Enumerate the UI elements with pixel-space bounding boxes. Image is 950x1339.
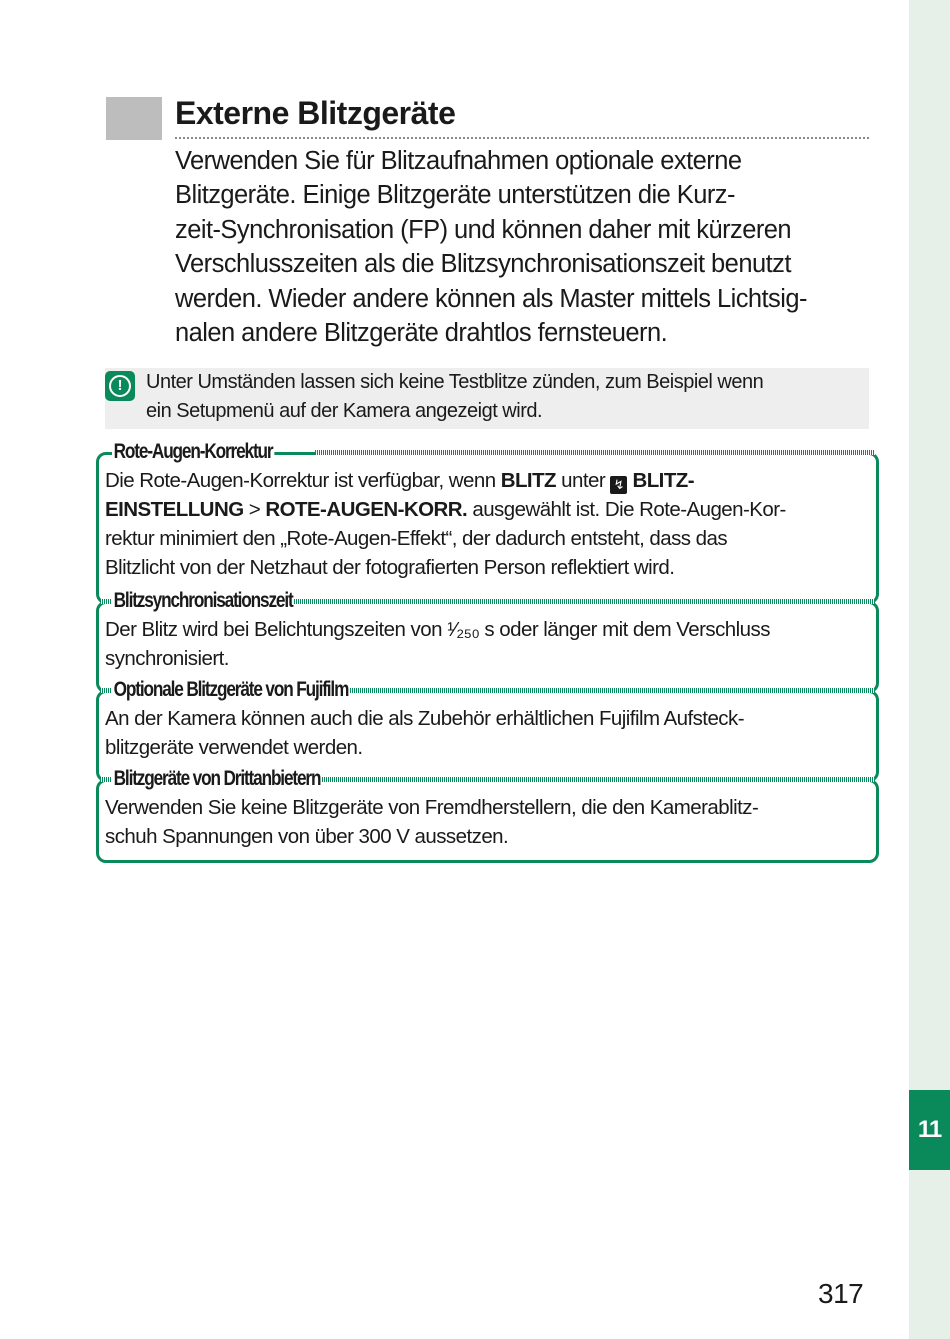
heading-marker: [106, 97, 162, 140]
intro-line: werden. Wieder andere können als Master mittels Lichtsig-: [175, 284, 807, 313]
note-line: Unter Umständen lassen sich keine Testblitze zünden, zum Beispiel wenn: [146, 371, 764, 393]
caution-note-text: [146, 368, 866, 426]
text-line: Die Rote-Augen-Korrektur ist verfügbar, wenn BLITZ unter ↯ BLITZ-: [105, 469, 695, 492]
intro-paragraph: [175, 144, 875, 350]
sync-text: [105, 615, 865, 673]
heading-dotted-rule: [175, 137, 869, 139]
sync-title: Blitzsynchronisationszeit: [113, 589, 293, 612]
chapter-tab: 11: [909, 1090, 950, 1170]
hatch-rule: [315, 450, 875, 455]
text-line: Der Blitz wird bei Belichtungszeiten von ¹⁄₂₅₀ s oder länger mit dem Verschluss: [105, 618, 770, 641]
text-line: An der Kamera können auch die als Zubehör erhältlichen Fujifilm Aufsteck-: [105, 707, 744, 730]
text-line: Blitzlicht von der Netzhaut der fotografierten Person reflektiert wird.: [105, 556, 675, 579]
caution-icon: !: [105, 371, 135, 401]
text-line: EINSTELLUNG > ROTE-AUGEN-KORR. ausgewählt ist. Die Rote-Augen-Kor-: [105, 498, 786, 521]
section-title: Externe Blitzgeräte: [175, 95, 456, 131]
intro-line: Blitzgeräte. Einige Blitzgeräte unterstützen die Kurz-: [175, 181, 735, 210]
red-eye-title: Rote-Augen-Korrektur: [113, 440, 273, 463]
note-line: ein Setupmenü auf der Kamera angezeigt wird.: [146, 400, 543, 422]
third-party-title: Blitzgeräte von Drittanbietern: [113, 767, 321, 790]
intro-line: zeit-Synchronisation (FP) und können daher mit kürzeren: [175, 215, 792, 244]
fujifilm-text: [105, 704, 865, 762]
text-line: blitzgeräte verwendet werden.: [105, 736, 363, 759]
page-number: 317: [818, 1278, 864, 1309]
red-eye-text: [105, 466, 865, 582]
text-line: Verwenden Sie keine Blitzgeräte von Fremdherstellern, die den Kamerablitz-: [105, 796, 759, 819]
intro-line: Verwenden Sie für Blitzaufnahmen optionale externe: [175, 147, 742, 175]
fujifilm-title: Optionale Blitzgeräte von Fujifilm: [113, 678, 349, 701]
intro-line: Verschlusszeiten als die Blitzsynchronisationszeit benutzt: [175, 250, 791, 279]
intro-line: nalen andere Blitzgeräte drahtlos fernsteuern.: [175, 319, 668, 348]
flash-setting-icon: ↯: [610, 476, 627, 494]
text-line: synchronisiert.: [105, 647, 229, 670]
third-party-text: [105, 793, 865, 851]
text-line: schuh Spannungen von über 300 V aussetzen.: [105, 825, 509, 848]
text-line: rektur minimiert den „Rote-Augen-Effekt“, der dadurch entsteht, dass das: [105, 527, 728, 550]
